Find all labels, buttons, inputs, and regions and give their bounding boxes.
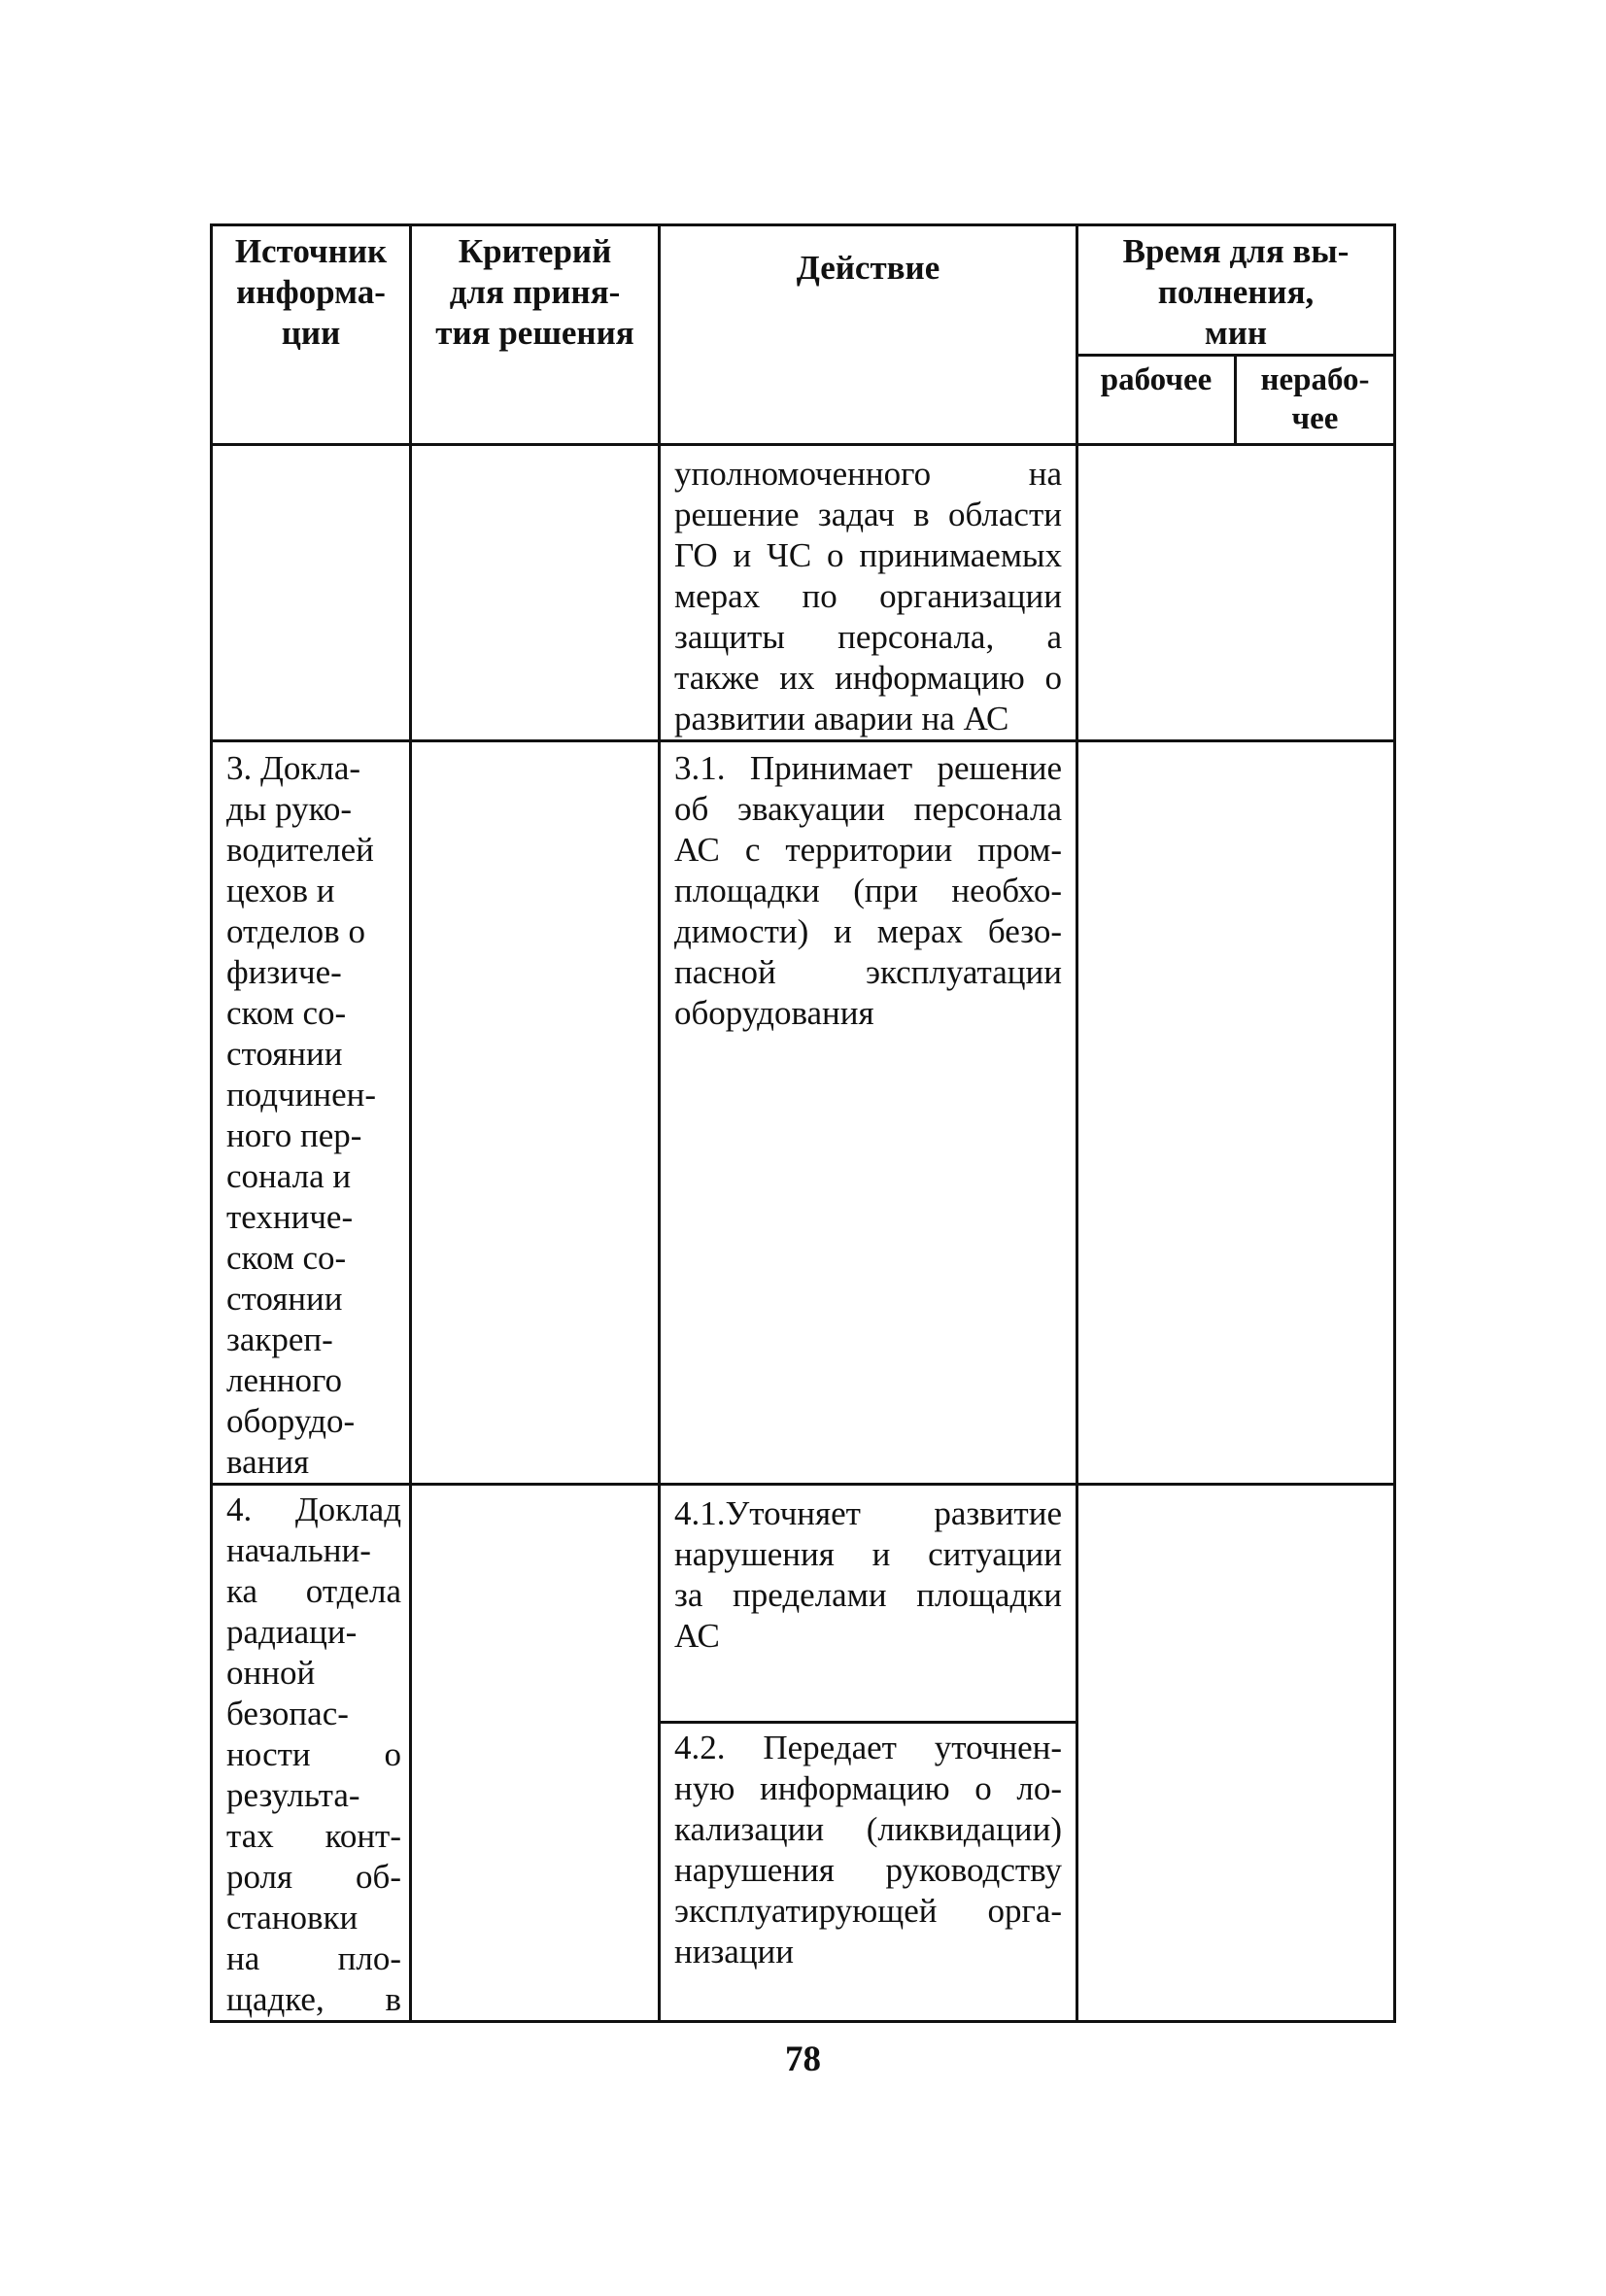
header-criterion: Критерий для приня- тия решения	[411, 225, 660, 445]
row3-action-a: 4.1.Уточняет развитие нарушения и ситуации за пределами площадки АС	[674, 1494, 1062, 1655]
header-time: Время для вы- полнения, мин	[1077, 225, 1395, 356]
row3-time	[1077, 1485, 1395, 2022]
document-table	[210, 223, 1396, 2023]
header-time-working: рабочее	[1077, 356, 1236, 445]
row1-criterion	[411, 445, 660, 741]
row1-action: уполномоченного на решение задач в области ГО и ЧС о принимаемых мерах по организации защиты персонала, а также их информацию о развитии аварии на АС	[660, 445, 1077, 741]
table-row	[212, 1485, 1395, 2022]
page-number: 78	[785, 2039, 821, 2079]
row1-time	[1077, 445, 1395, 741]
row2-action: 3.1. Принимает решение об эвакуации персонала АС с территории пром- площадки (при необхо- димости) и мерах безо- пасной эксплуатации оборудования	[660, 741, 1077, 1485]
row3-action-b: 4.2. Передает уточнен- ную информацию о ло- кализации (ликвидации) нарушения руководству эксплуатирующей орга- низации	[661, 1721, 1076, 1972]
header-time-nonworking: нерабо- чее	[1236, 356, 1395, 445]
header-source: Источник информа- ции	[212, 225, 411, 445]
row2-source: 3. Докла- ды руко- водителей цехов и отделов о физиче- ском со- стоянии подчинен- ного пер- сонала и техниче- ском со- стоянии закреп- ленного оборудо- вания	[212, 741, 411, 1485]
row3-criterion	[411, 1485, 660, 2022]
row2-time	[1077, 741, 1395, 1485]
table-row	[212, 445, 1395, 741]
table-row	[212, 741, 1395, 1485]
row2-criterion	[411, 741, 660, 1485]
row3-action	[660, 1485, 1077, 2022]
row1-source	[212, 445, 411, 741]
header-action: Действие	[660, 225, 1077, 445]
row3-source: 4. Доклад начальни- ка отдела радиаци- онной безопас- ности о результа- тах конт- роля об- становки на пло- щадке, в	[212, 1485, 411, 2022]
